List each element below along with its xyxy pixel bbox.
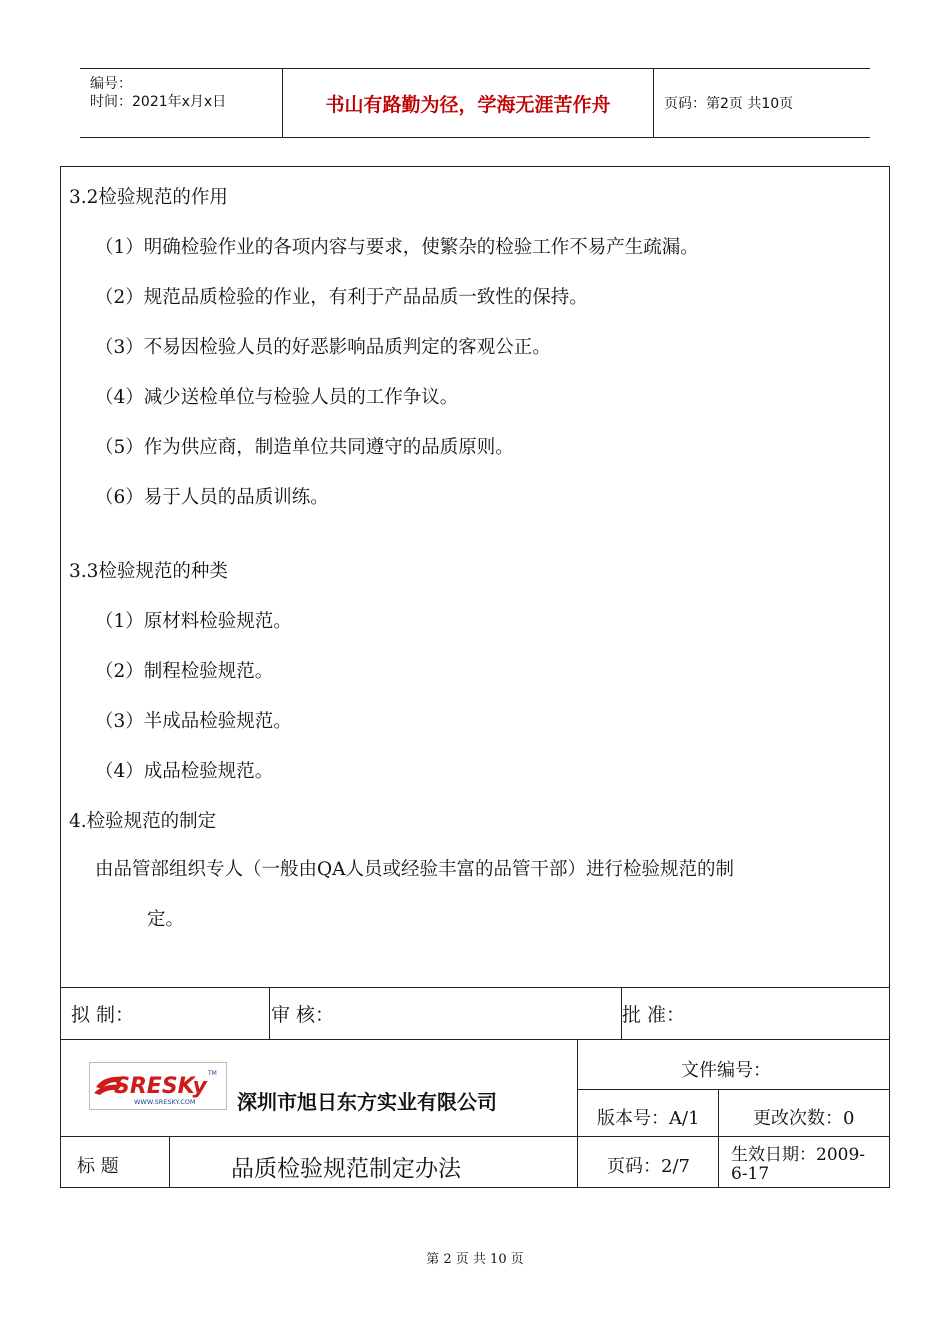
draft-by-label: 拟 制：	[61, 988, 270, 1039]
page-header	[80, 68, 870, 138]
list-item: （4）减少送检单位与检验人员的工作争议。	[95, 387, 459, 408]
signature-row	[60, 988, 890, 1040]
version-label: 版本号：A/1	[597, 1108, 700, 1129]
doc-number-label: 编号：	[90, 76, 132, 92]
page-footer: 第 2 页 共 10 页	[426, 1252, 524, 1267]
list-item: （1）原材料检验规范。	[95, 611, 292, 632]
section-4-paragraph: 由品管部组织专人（一般由QA人员或经验丰富的品管干部）进行检验规范的制	[95, 859, 735, 880]
section-4-paragraph-cont: 定。	[147, 909, 185, 930]
doc-date-label: 时间：2021年x月x日	[90, 94, 227, 110]
content-box	[60, 166, 890, 988]
list-item: （3）半成品检验规范。	[95, 711, 292, 732]
list-item: （4）成品检验规范。	[95, 761, 274, 782]
effective-date-label: 生效日期：2009-	[731, 1145, 866, 1165]
approve-by-label: 批 准：	[622, 1004, 686, 1026]
title-label: 标 题	[77, 1156, 119, 1177]
effective-date-value: 6-17	[731, 1164, 770, 1184]
review-by-label: 审 核：	[259, 988, 622, 1039]
document-title: 品质检验规范制定办法	[231, 1156, 461, 1182]
section-3-2-title: 3.2检验规范的作用	[69, 187, 228, 208]
doc-number-field-label: 文件编号：	[681, 1060, 771, 1081]
logo-wordmark: SRESKy	[114, 1074, 207, 1099]
section-3-3-title: 3.3检验规范的种类	[69, 561, 228, 582]
revision-count-label: 更改次数：0	[753, 1108, 855, 1129]
company-name: 深圳市旭日东方实业有限公司	[237, 1090, 497, 1114]
page-number-label: 页码：2/7	[607, 1156, 690, 1177]
list-item: （5）作为供应商，制造单位共同遵守的品质原则。	[95, 437, 514, 458]
list-item: （2）规范品质检验的作业，有利于产品品质一致性的保持。	[95, 287, 588, 308]
header-motto: 书山有路勤为径，学海无涯苦作舟	[283, 69, 654, 137]
list-item: （2）制程检验规范。	[95, 661, 274, 682]
header-page-label: 页码：第2页 共10页	[664, 96, 794, 112]
list-item: （3）不易因检验人员的好恶影响品质判定的客观公正。	[95, 337, 551, 358]
logo-url: WWW.SRESKY.COM	[134, 1098, 196, 1106]
section-4-title: 4.检验规范的制定	[69, 811, 217, 832]
document-info-table	[60, 1040, 890, 1188]
logo-trademark: TM	[208, 1070, 217, 1077]
header-info-cell	[80, 69, 283, 137]
list-item: （1）明确检验作业的各项内容与要求，使繁杂的检验工作不易产生疏漏。	[95, 237, 699, 258]
company-logo	[89, 1062, 227, 1110]
list-item: （6）易于人员的品质训练。	[95, 487, 329, 508]
